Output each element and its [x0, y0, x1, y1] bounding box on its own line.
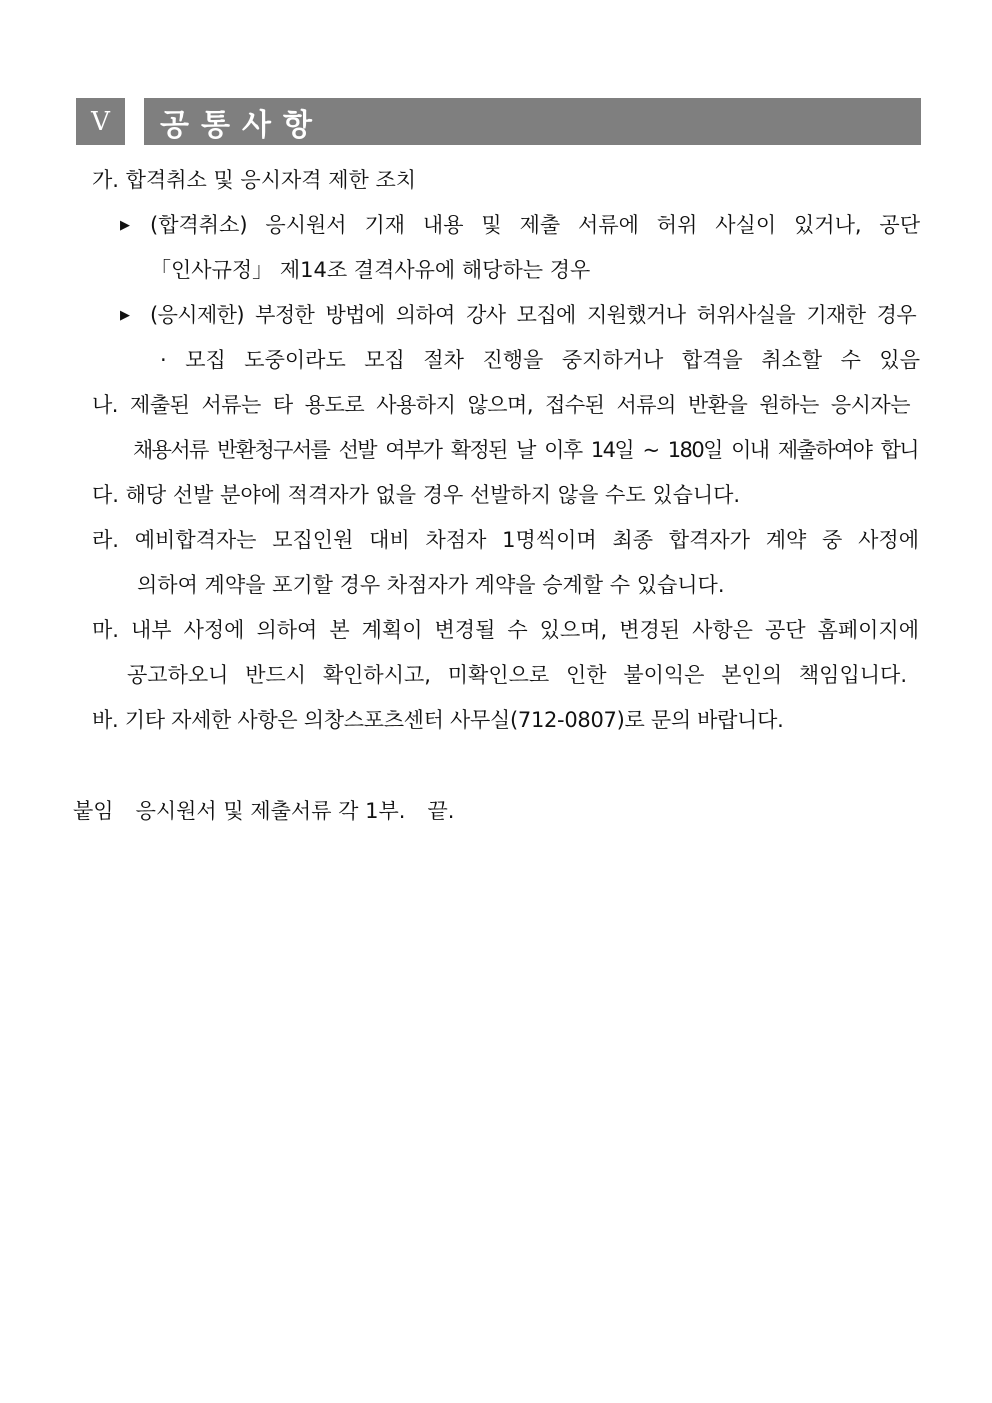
item-ga-bullet2: (응시제한) 부정한 방법에 의하여 강사 모집에 지원했거나 허위사실을 기재한 경우: [150, 303, 916, 327]
item-na-line2: 채용서류 반환청구서를 선발 여부가 확정된 날 이후 14일 ~ 180일 이내 제출하여야 합니: [133, 438, 918, 462]
section-title: 공통사항: [144, 98, 921, 145]
item-ga-bullet1-line1: (합격취소) 응시원서 기재 내용 및 제출 서류에 허위 사실이 있거나, 공단: [150, 213, 920, 237]
item-ra-line1: 라. 예비합격자는 모집인원 대비 차점자 1명씩이며 최종 합격자가 계약 중 사정에: [92, 528, 919, 552]
attachment-label: 붙임: [73, 799, 114, 823]
item-ma-line2: 공고하오니 반드시 확인하시고, 미확인으로 인한 불이익은 본인의 책임입니다.: [127, 663, 907, 687]
attachment-text: 응시원서 및 제출서류 각 1부.: [135, 799, 406, 823]
item-ba: 바. 기타 자세한 사항은 의창스포츠센터 사무실(712-0807)로 문의 바랍니다.: [92, 708, 784, 732]
item-ra-line2: 의하여 계약을 포기할 경우 차점자가 계약을 승계할 수 있습니다.: [137, 573, 725, 597]
triangle-bullet-icon: ▶: [120, 218, 130, 233]
item-na-line1: 나. 제출된 서류는 타 용도로 사용하지 않으며, 접수된 서류의 반환을 원하는 응시자는: [92, 393, 910, 417]
attachment: [73, 796, 454, 826]
item-ga: 가. 합격취소 및 응시자격 제한 조치: [92, 168, 417, 192]
attachment-end: 끝.: [427, 799, 455, 823]
item-ga-bullet2-sub: · 모집 도중이라도 모집 절차 진행을 중지하거나 합격을 취소할 수 있음: [160, 348, 920, 372]
section-number: Ⅴ: [76, 98, 125, 145]
triangle-bullet-icon: ▶: [120, 308, 130, 323]
item-ga-bullet1-line2: 「인사규정」 제14조 결격사유에 해당하는 경우: [150, 258, 591, 282]
item-ma-line1: 마. 내부 사정에 의하여 본 계획이 변경될 수 있으며, 변경된 사항은 공단 홈페이지에: [92, 618, 919, 642]
section-header: [76, 98, 921, 145]
item-da: 다. 해당 선발 분야에 적격자가 없을 경우 선발하지 않을 수도 있습니다.: [92, 483, 741, 507]
